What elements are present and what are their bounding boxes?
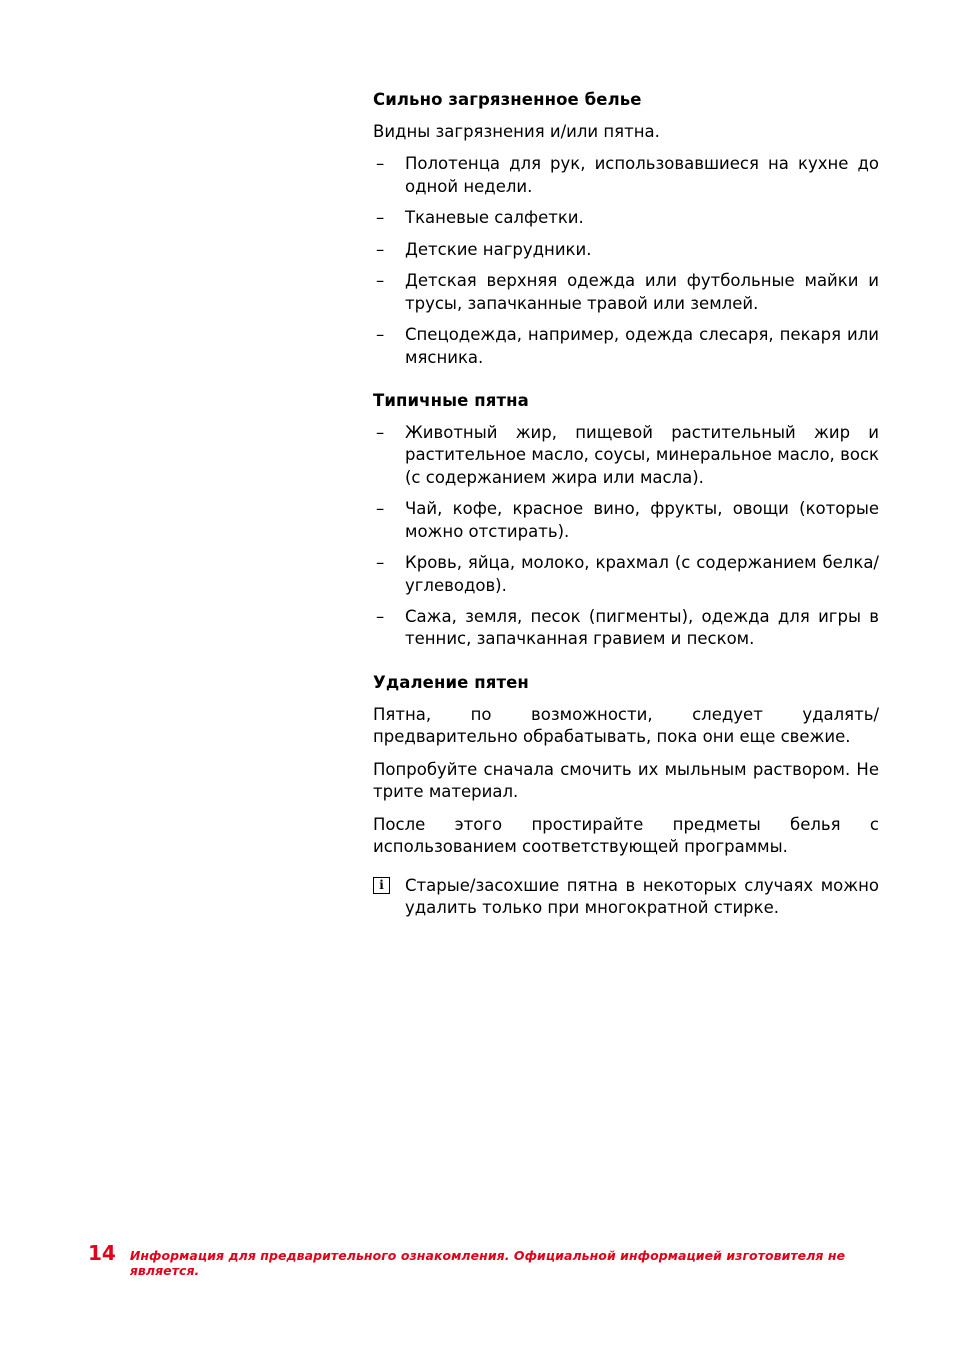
list-item-text: Сажа, земля, песок (пигменты), одежда для игры в теннис, запачканная гравием и песком. (405, 607, 879, 649)
list-dash-marker: – (376, 499, 385, 519)
list-dash-marker: – (376, 422, 385, 442)
list-item-text: Детские нагрудники. (405, 239, 592, 259)
list-item-text: Чай, кофе, красное вино, фрукты, овощи (которые можно отстирать). (405, 499, 879, 541)
list-item (373, 324, 879, 369)
list-dash-marker: – (376, 239, 385, 259)
section-title: Сильно загрязненное белье (373, 90, 642, 109)
page-number: 14 (88, 1241, 116, 1265)
list-item (373, 552, 879, 597)
list-item (373, 606, 879, 651)
section-title: Удаление пятен (373, 672, 529, 692)
list-item-text: Детская верхняя одежда или футбольные майки и трусы, запачканные травой или землей. (405, 271, 879, 313)
info-note-text: Старые/засохшие пятна в некоторых случаях можно удалить только при многократной стирке. (405, 875, 879, 917)
list-item (373, 239, 879, 261)
list-dash-marker: – (376, 553, 385, 573)
list-item-text: Кровь, яйца, молоко, крахмал (с содержанием белка/углеводов). (405, 553, 879, 595)
footer-disclaimer: Информация для предварительного ознакомления. Официальной информацией изготовителя не является. (129, 1248, 846, 1278)
list-item-text: Спецодежда, например, одежда слесаря, пекаря или мясника. (405, 325, 879, 367)
list-dash-marker: – (376, 154, 385, 174)
section-intro: Видны загрязнения и/или пятна. (373, 122, 660, 141)
page-content (373, 90, 879, 919)
paragraph: Попробуйте сначала смочить их мыльным раствором. Не трите материал. (373, 759, 879, 802)
section-typical-stains (373, 391, 879, 651)
list-item (373, 207, 879, 229)
info-note (373, 875, 879, 920)
list-dash-marker: – (376, 271, 385, 291)
info-icon: i (373, 877, 390, 894)
paragraph: Пятна, по возможности, следует удалять/предварительно обрабатывать, пока они еще свежие. (373, 704, 879, 747)
list-heavily-soiled-items (373, 153, 879, 369)
section-heavily-soiled-laundry (373, 90, 879, 369)
list-item-text: Полотенца для рук, использовавшиеся на кухне до одной недели. (405, 154, 879, 196)
list-item (373, 270, 879, 315)
list-item (373, 498, 879, 543)
list-item-text: Тканевые салфетки. (405, 208, 584, 228)
list-typical-stains (373, 422, 879, 651)
paragraph: После этого простирайте предметы белья с использованием соответствующей программы. (373, 814, 879, 857)
section-title: Типичные пятна (373, 390, 529, 410)
page-footer (88, 1241, 888, 1278)
list-dash-marker: – (376, 607, 385, 626)
list-dash-marker: – (376, 325, 385, 345)
list-item (373, 422, 879, 489)
list-dash-marker: – (376, 208, 385, 228)
list-item-text: Животный жир, пищевой растительный жир и растительное масло, соусы, минеральное масло, воск (с содержанием жира или масла). (405, 422, 879, 487)
section-stain-removal (373, 673, 879, 920)
list-item (373, 153, 879, 198)
